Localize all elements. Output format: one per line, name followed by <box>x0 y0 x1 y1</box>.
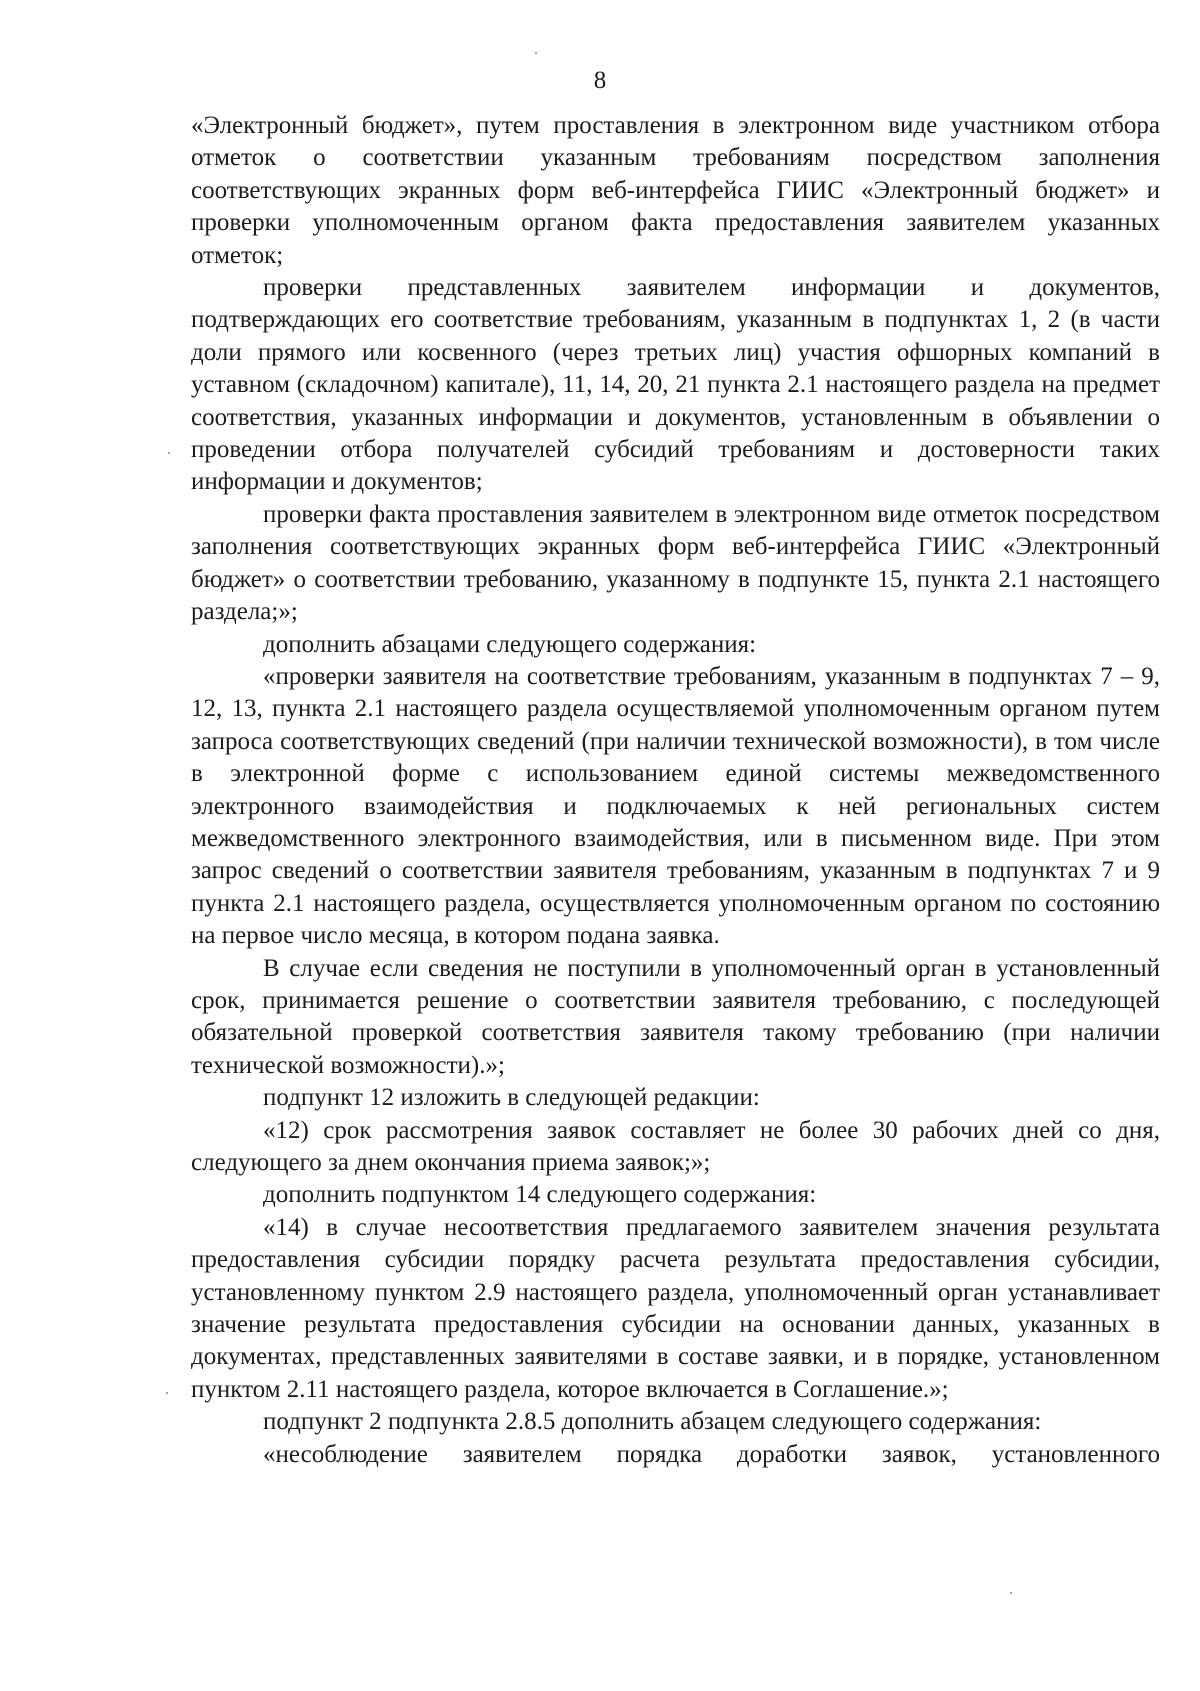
page-number: 8 <box>593 67 607 94</box>
paragraph: «Электронный бюджет», путем проставления в электронном виде участником отбора отметок о соответствии указанным требованиям посредством заполнения соответствующих экранных форм веб-интерфейса ГИИС «Электронный бюджет» и проверки уполномоченным органом факта предоставления заявителем указанных отметок; <box>191 112 1160 269</box>
paragraph: «несоблюдение заявителем порядка доработки заявок, установленного <box>263 1440 1160 1468</box>
paragraph: «проверки заявителя на соответствие требованиям, указанным в подпунктах 7 – 9, 12, 13, пункта 2.1 настоящего раздела осуществляемой уполномоченным органом путем запроса соответствующих сведений (при наличии технической возможности), в том числе в электронной форме с использованием единой системы межведомственного электронного взаимодействия и подключаемых к ней региональных систем межведомственного электронного взаимодействия, или в письменном виде. При этом запрос сведений о соответствии заявителя требованиям, указанным в подпунктах 7 и 9 пункта 2.1 настоящего раздела, осуществляется уполномоченным органом по состоянию на первое число месяца, в котором подана заявка. <box>191 662 1160 950</box>
paragraph: подпункт 12 изложить в следующей редакции: <box>263 1084 760 1112</box>
paragraph: проверки факта проставления заявителем в электронном виде отметок посредством заполнения соответствующих экранных форм веб-интерфейса ГИИС «Электронный бюджет» о соответствии требованию, указанному в подпункте 15, пункта 2.1 настоящего раздела;»; <box>191 500 1160 626</box>
scan-speck <box>168 452 170 454</box>
scan-speck <box>535 52 537 54</box>
paragraph: дополнить подпунктом 14 следующего содержания: <box>263 1181 817 1209</box>
paragraph: «12) срок рассмотрения заявок составляет не более 30 рабочих дней со дня, следующего за днем окончания приема заявок;»; <box>191 1116 1160 1176</box>
paragraph: «14) в случае несоответствия предлагаемого заявителем значения результата предоставления субсидии порядку расчета результата предоставления субсидии, установленному пунктом 2.9 настоящего раздела, уполномоченный орган устанавливает значение результата предоставления субсидии на основании данных, указанных в документах, представленных заявителями в составе заявки, и в порядке, установленном пунктом 2.11 настоящего раздела, которое включается в Соглашение.»; <box>191 1213 1160 1403</box>
paragraph: В случае если сведения не поступили в уполномоченный орган в установленный срок, принимается решение о соответствии заявителя требованию, с последующей обязательной проверкой соответствия заявителя такому требованию (при наличии технической возможности).»; <box>191 954 1160 1079</box>
document-body <box>191 110 1160 1471</box>
paragraph: дополнить абзацами следующего содержания: <box>263 630 757 658</box>
paragraph: проверки представленных заявителем информации и документов, подтверждающих его соответствие требованиям, указанным в подпунктах 1, 2 (в части доли прямого или косвенного (через третьих лиц) участия офшорных компаний в уставном (складочном) капитале), 11, 14, 20, 21 пункта 2.1 настоящего раздела на предмет соответствия, указанных информации и документов, установленным в объявлении о проведении отбора получателей субсидий требованиям и достоверности таких информации и документов; <box>191 274 1160 496</box>
scan-speck <box>166 1392 168 1394</box>
paragraph: подпункт 2 подпункта 2.8.5 дополнить абзацем следующего содержания: <box>263 1408 1042 1436</box>
scan-speck <box>1010 1592 1012 1594</box>
